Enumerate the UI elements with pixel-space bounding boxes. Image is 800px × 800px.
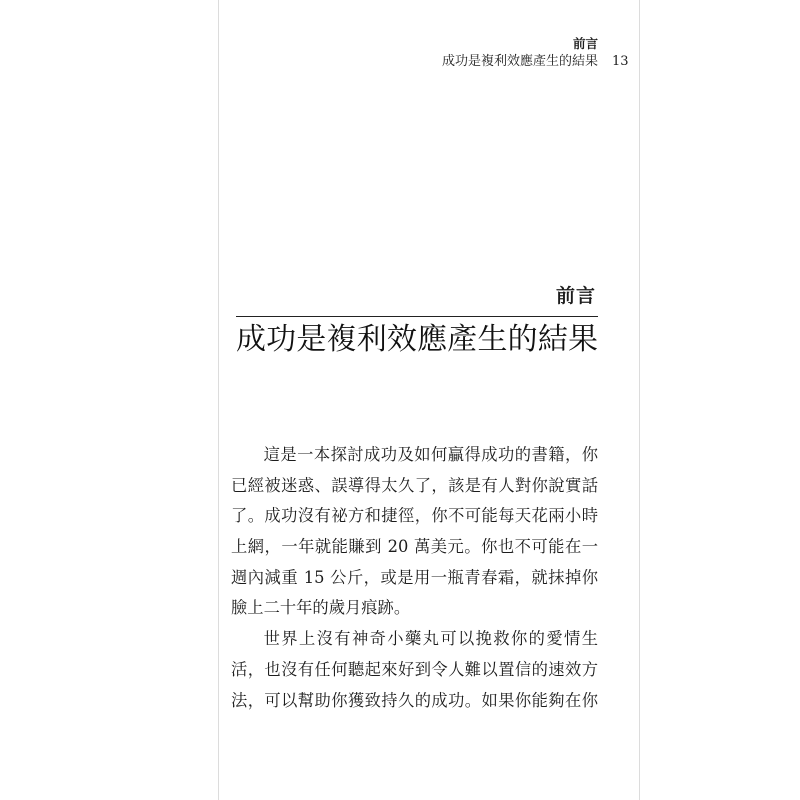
body-line: 法，可以幫助你獲致持久的成功。如果你能夠在你 [231,690,598,710]
body-line: 上網，一年就能賺到 20 萬美元。你也不可能在一 [231,537,598,557]
body-text [231,440,598,716]
chapter-title: 成功是複利效應產生的結果 [236,322,598,357]
body-line: 週內減重 15 公斤，或是用一瓶青春霜，就抹掉你 [231,567,598,587]
paragraph [231,624,598,716]
chapter-label: 前言 [555,285,596,307]
page-number: 13 [612,54,629,69]
body-line: 活，也沒有任何聽起來好到令人難以置信的速效方 [231,659,598,679]
page-edge-left [218,0,219,800]
page-edge-right [639,0,640,800]
paragraph [231,440,598,624]
body-line: 世界上沒有神奇小藥丸可以挽救你的愛情生 [263,629,598,649]
chapter-divider [236,316,598,317]
running-header-title: 成功是複利效應產生的結果 [441,54,598,69]
body-line: 了。成功沒有祕方和捷徑，你不可能每天花兩小時 [231,506,598,526]
body-line: 臉上二十年的歲月痕跡。 [231,598,411,618]
body-line: 這是一本探討成功及如何贏得成功的書籍，你 [263,445,598,464]
running-header-section: 前言 [572,36,598,51]
body-line: 已經被迷惑、誤導得太久了，該是有人對你說實話 [231,475,598,495]
